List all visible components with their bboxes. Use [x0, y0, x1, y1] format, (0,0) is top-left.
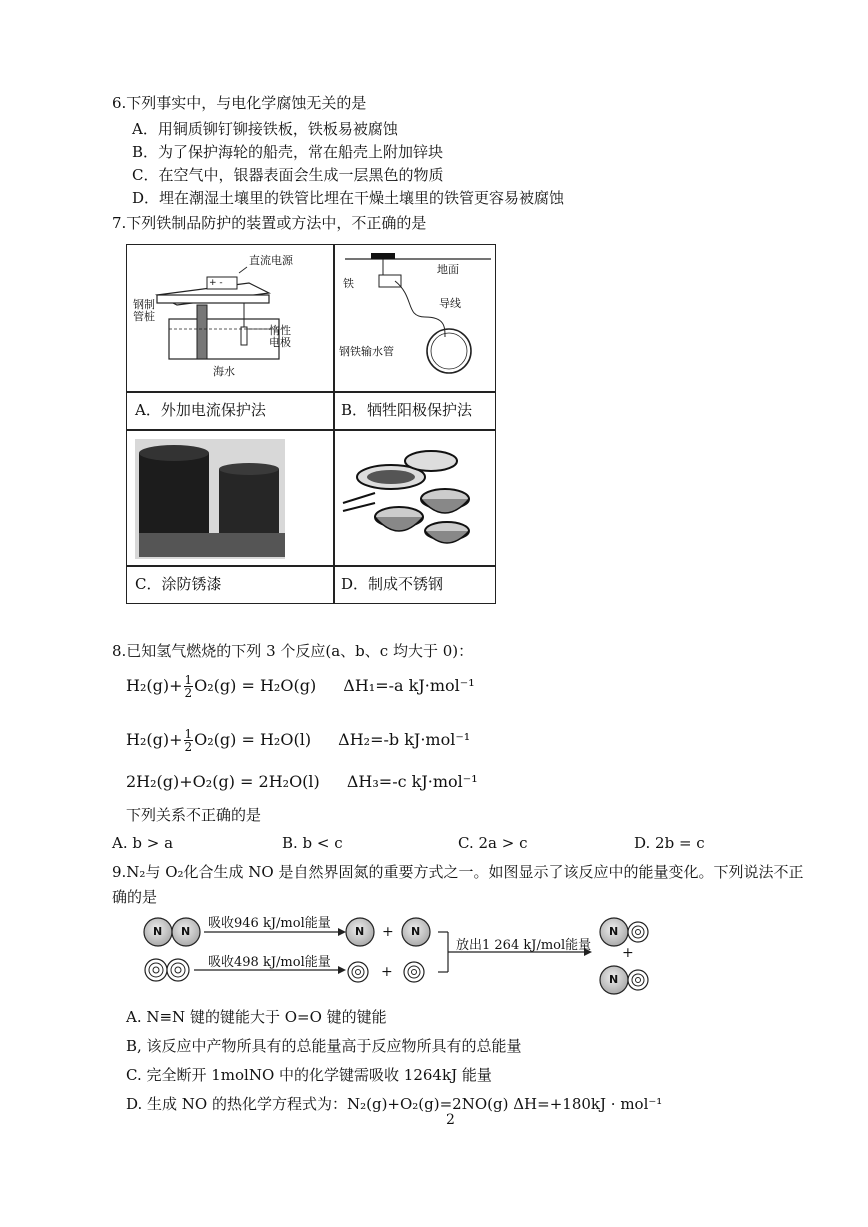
q8-equation-1: H₂(g)+ $\frac{1}{2}$ O₂(g) = H₂O(g) ΔH₁=-a kJ·mol⁻¹	[126, 673, 475, 700]
q9-option-d: D. 生成 NO 的热化学方程式为：N₂(g)+O₂(g)=2NO(g) ΔH=+180kJ · mol⁻¹	[126, 1095, 663, 1113]
q6-stem: 6.下列事实中，与电化学腐蚀无关的是	[112, 94, 367, 112]
q9-option-b: B, 该反应中产物所具有的总能量高于反应物所具有的总能量	[126, 1037, 522, 1055]
q8-option-d: D. 2b = c	[634, 834, 705, 852]
label-pipe: 钢铁输水管	[339, 345, 394, 358]
atom-n-5: N	[609, 925, 619, 938]
atom-n-1: N	[153, 925, 163, 938]
q7-caption-b: B．牺牲阳极保护法	[341, 401, 473, 419]
q9-stem-line2: 确的是	[112, 888, 158, 906]
q8-option-c: C. 2a > c	[458, 834, 528, 852]
q7-stem: 7.下列铁制品防护的装置或方法中，不正确的是	[112, 214, 427, 232]
q8-equation-2: H₂(g)+ $\frac{1}{2}$ O₂(g) = H₂O(l) ΔH₂=-b kJ·mol⁻¹	[126, 727, 471, 754]
figure-sacrificial-anode	[335, 247, 495, 389]
q8-option-a: A. b > a	[112, 834, 174, 852]
absorb-o2-label: 吸收498 kJ/mol能量	[208, 955, 331, 970]
plus-sign-1: +	[382, 924, 394, 940]
atom-n-4: N	[411, 925, 421, 938]
q9-stem-line1: 9.N₂与 O₂化合生成 NO 是自然界固氮的重要方式之一。如图显示了该反应中的能量变化。下列说法不正	[112, 863, 804, 881]
figure-stainless-bowls-photo	[335, 433, 495, 563]
q6-option-a: A．用铜质铆钉铆接铁板，铁板易被腐蚀	[132, 120, 398, 138]
label-ground: 地面	[437, 263, 459, 276]
q8-subquestion: 下列关系不正确的是	[126, 806, 262, 824]
atom-n-6: N	[609, 973, 619, 986]
q8-option-b: B. b < c	[282, 834, 343, 852]
plus-sign-2: +	[381, 964, 393, 980]
plus-sign-3: +	[622, 945, 634, 961]
q6-option-d: D．埋在潮湿土壤里的铁管比埋在干燥土壤里的铁管更容易被腐蚀	[132, 189, 565, 207]
label-iron: 铁	[343, 277, 354, 290]
label-power: 直流电源	[249, 254, 293, 267]
q7-caption-c: C．涂防锈漆	[135, 575, 222, 593]
label-wire: 导线	[439, 297, 461, 310]
figure-painted-tanks-photo	[129, 433, 331, 563]
q9-option-c: C. 完全断开 1molNO 中的化学键需吸收 1264kJ 能量	[126, 1066, 492, 1084]
label-pile: 钢制管桩	[133, 298, 155, 323]
q7-options-table	[126, 244, 496, 604]
q9-option-a: A. N≡N 键的键能大于 O=O 键的键能	[126, 1008, 387, 1026]
atom-n-2: N	[181, 925, 191, 938]
release-label: 放出1 264 kJ/mol能量	[456, 938, 592, 953]
q8-equation-3: 2H₂(g)+O₂(g) = 2H₂O(l) ΔH₃=-c kJ·mol⁻¹	[126, 772, 478, 791]
q8-stem: 8.已知氢气燃烧的下列 3 个反应(a、b、c 均大于 0)：	[112, 642, 474, 660]
q6-option-c: C．在空气中，银器表面会生成一层黑色的物质	[132, 166, 444, 184]
label-seawater: 海水	[213, 365, 235, 378]
atom-n-3: N	[355, 925, 365, 938]
label-electrode: 惰性电极	[269, 324, 291, 349]
q7-caption-d: D．制成不锈钢	[341, 575, 444, 593]
page-number: 2	[446, 1112, 455, 1128]
q6-option-b: B．为了保护海轮的船壳，常在船壳上附加锌块	[132, 143, 444, 161]
absorb-n2-label: 吸收946 kJ/mol能量	[208, 916, 331, 931]
q7-caption-a: A．外加电流保护法	[135, 401, 266, 419]
label-plus-minus: + -	[209, 278, 223, 288]
